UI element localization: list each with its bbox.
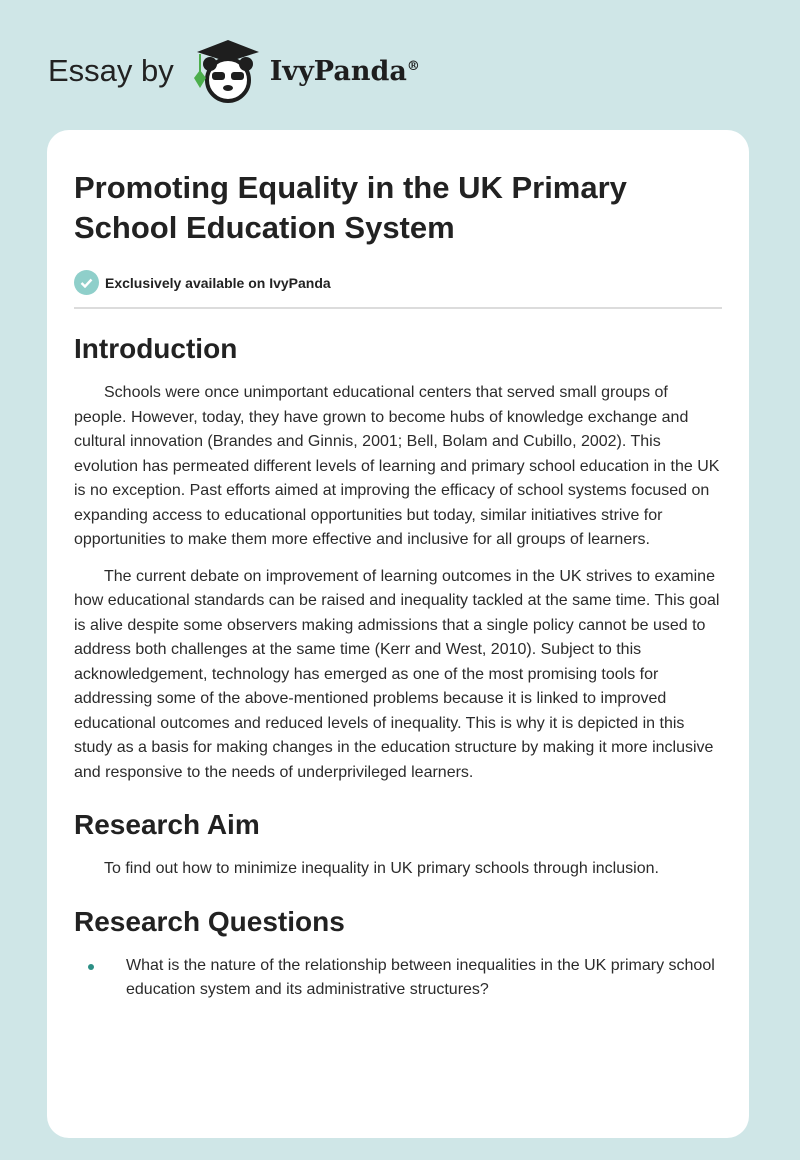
brand-name[interactable] [270,56,420,87]
essay-title: Promoting Equality in the UK Primary School Education System [74,170,627,245]
exclusive-badge [74,270,722,295]
brand-text: IvyPanda [269,55,407,87]
check-icon [74,270,99,295]
list-item: What is the nature of the relationship between inequalities in the UK primary school education system and its administrative structures? [126,954,722,1003]
badge-text: Exclusively available on IvyPanda [105,274,331,291]
section-heading: Research Aim [74,809,260,840]
essay-card [47,130,749,1138]
paragraph: Schools were once unimportant educational centers that served small groups of people. However, today, they have grown to become hubs of knowledge exchange and cultural innovation (Brandes and Ginnis, 2001; Bell, Bolam and Cubillo, 2002). This evolution has permeated different levels of learning and primary school education in the UK is no exception. Past efforts aimed at improving the efficacy of school systems focused on expanding access to educational opportunities but today, similar initiatives strive for opportunities to make them more effective and inclusive for all groups of learners. [74,384,720,548]
registered-mark: ® [406,58,420,74]
section-heading: Introduction [74,333,238,364]
site-header [48,36,420,106]
divider [74,307,722,309]
research-questions-list [74,954,722,1003]
paragraph: The current debate on improvement of learning outcomes in the UK strives to examine how educational standards can be raised and inequality tackled at the same time. This goal is alive despite some observers making admissions that a single policy cannot be used to address both challenges at the same time (Kerr and West, 2010). Subject to this acknowledgement, technology has emerged as one of the most promising tools for addressing some of the above-mentioned problems because it is linked to improved educational outcomes and reduced levels of inequality. This is why it is depicted in this study as a basis for making changes in the education structure by making it more inclusive and responsive to the needs of underprivileged learners. [74,567,720,781]
panda-logo-icon[interactable] [192,36,262,106]
essay-by-label: Essay by [48,53,174,88]
section-heading: Research Questions [74,905,345,937]
paragraph: To find out how to minimize inequality in UK primary schools through inclusion. [104,860,659,877]
